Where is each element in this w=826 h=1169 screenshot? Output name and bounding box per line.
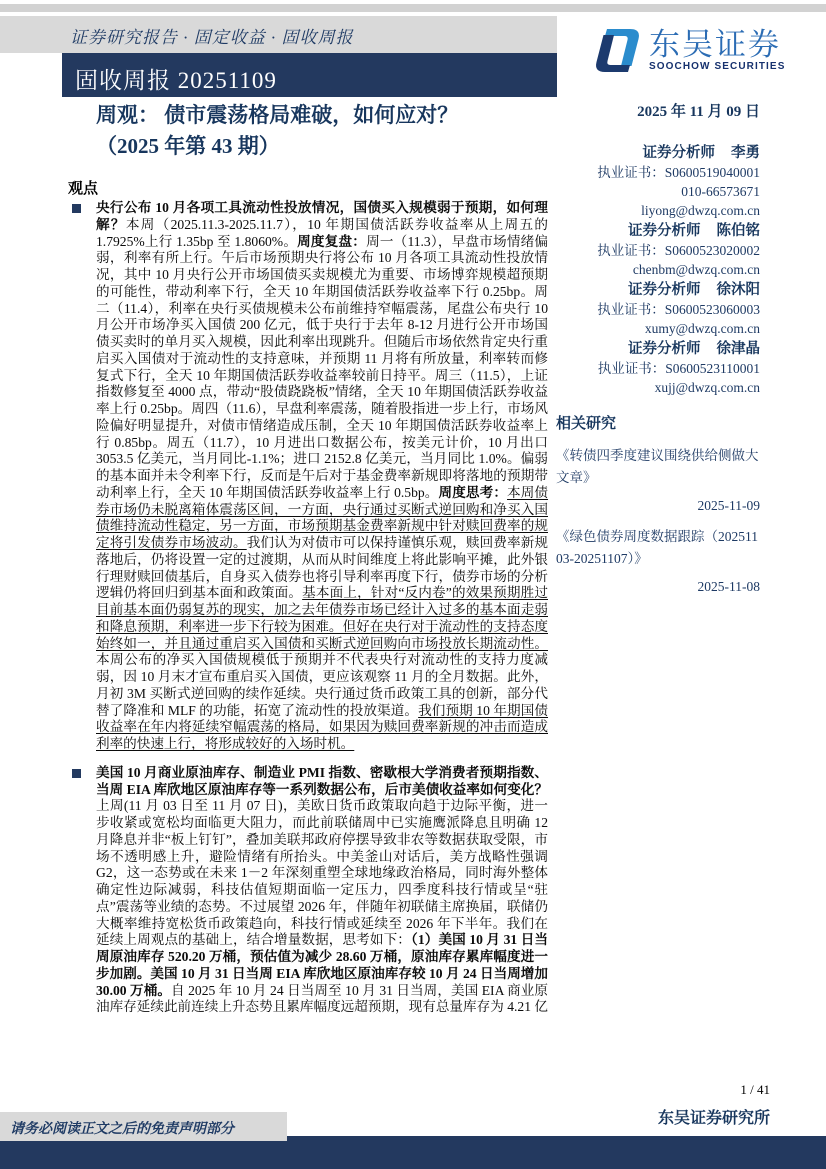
- bullet-square-icon: [72, 204, 81, 213]
- report-title-line2: （2025 年第 43 期）: [96, 134, 280, 158]
- analyst-role: 证券分析师: [628, 282, 701, 298]
- text-run: 央行公布 10 月各项工具流动性投放情况，国债买入规模弱于预期，如何理解？: [96, 200, 548, 232]
- text-run: 我们认为对债市可以保持谨慎乐观，赎回费率新规落地后，仍将设置一定的过渡期，从而从时间维度上将此影响平摊，此外银行理财赎回债基后，自身买入债券也将引导利率再度下行，债券市场的分析逻辑仍将回归到基本面和政策面。: [96, 535, 548, 601]
- report-banner: [62, 53, 557, 97]
- analyst-cert: 执业证书：S0600523110001: [597, 361, 760, 376]
- analyst-cert: 执业证书：S0600523060003: [597, 302, 760, 317]
- analyst-name: 陈伯铭: [716, 223, 760, 239]
- report-date: 2025 年 11 月 09 日: [637, 104, 760, 120]
- analyst-role-line: [556, 280, 760, 300]
- report-title: [96, 100, 558, 162]
- related-research-list: [556, 445, 760, 595]
- text-run: （1）美国 10 月 31 日当周原油库存 520.20 万桶，预估值为减少 28.60 万桶，原油库存累库幅度进一步加剧。美国 10 月 31 日当周 EIA 库欣地区原油库存较 10 月 24 日当周增加 30.00 万桶。: [96, 932, 549, 998]
- related-item-date: 2025-11-09: [697, 498, 760, 513]
- analyst-name: 徐津晶: [716, 341, 760, 357]
- company-name-en: SOOCHOW SECURITIES: [649, 61, 786, 72]
- analyst-role: 证券分析师: [642, 145, 715, 161]
- viewpoints-list: [70, 200, 548, 1028]
- analyst-cert: 执业证书：S0600519040001: [597, 165, 760, 180]
- analyst-block: [556, 143, 760, 220]
- analyst-email: chenbm@dwzq.com.cn: [632, 262, 760, 277]
- disclaimer-box: [0, 1112, 287, 1141]
- research-institute: 东吴证券研究所: [657, 1110, 770, 1127]
- related-item-title: 《绿色债券周度数据跟踪（20251103-20251107）》: [556, 529, 758, 566]
- text-run: 本周（2025.11.3-2025.11.7），10 年期国债活跃券收益率从上周五的 1.7925%上行 1.35bp 至 1.8060%。: [96, 216, 548, 249]
- analyst-list: [556, 143, 760, 397]
- text-run: 本周债券市场仍未脱离箱体震荡区间，一方面，央行通过买断式逆回购和净买入国债维持流动性稳定，另一方面，市场预期基金费率新规中针对赎回费率的规定将引发债券市场波动。: [96, 484, 549, 550]
- related-research: [556, 412, 760, 607]
- analyst-role: 证券分析师: [628, 341, 701, 357]
- analyst-role-line: [556, 143, 760, 163]
- related-item-date: 2025-11-08: [697, 579, 760, 594]
- analyst-role-line: [556, 339, 760, 359]
- related-item: [556, 445, 760, 514]
- company-name-cn: 东吴证券: [649, 27, 781, 62]
- report-title-line1: 周观： 债市震荡格局难破，如何应对？: [96, 103, 459, 127]
- text-run: 本周公布的净买入国债规模低于预期并不代表央行对流动性的支持力度减弱，因 10 月末才宣布重启买入国债，更应该观察 11 月的全月数据。此外，月初 3M 买断式逆回购的续作延续。央行通过货币政策工具的创新，部分代替了降准和 MLF 的功能，拓宽了流动性的投放渠道。: [96, 652, 548, 718]
- analyst-name: 徐沐阳: [716, 282, 760, 298]
- eyebrow-band: [0, 16, 557, 53]
- disclaimer-text: 请务必阅读正文之后的免责声明部分: [10, 1122, 234, 1137]
- text-run: 上周(11 月 03 日至 11 月 07 日)，美欧日货币政策取向趋于边际平衡，进一步收紧或宽松均面临更大阻力，而此前联储周中已实施鹰派降息且明确 12 月降息并非“板上钉钉”，叠加美联邦政府停摆导致非农等数据获取受限，市场不透明感上升，避险情绪有所抬头。中美釜山对话后，美方战略性强调 G2，这一态势或在未来 1－2 年深刻重塑全球地缘政治格局，同时海外整体确定性边际减弱，科技估值短期面临一定压力，四季度科技行情或呈“驻点”震荡等业绩的态势。不过展望 2026 年，伴随年初联储主席换届，联储仍大概率维持宽松货币政策趋向，科技行情或延续至 2026 年下半年。我们在延续上周观点的基础上，结合增量数据，思考如下：: [96, 798, 548, 948]
- analyst-role: 证券分析师: [628, 223, 701, 239]
- right-column: [556, 100, 760, 398]
- viewpoint-item: [70, 765, 548, 1016]
- analyst-phone: 010-66573671: [681, 184, 760, 199]
- related-item: [556, 526, 760, 595]
- text-run: 周度复盘：: [297, 233, 367, 249]
- report-category: 证券研究报告 · 固定收益 · 固收周报: [70, 28, 354, 47]
- viewpoint-item: [70, 200, 548, 753]
- text-run: 周度思考：: [438, 484, 508, 500]
- analyst-email: xumy@dwzq.com.cn: [644, 321, 760, 336]
- analyst-name: 李勇: [731, 145, 760, 161]
- report-banner-label: 固收周报 20251109: [75, 68, 277, 93]
- analyst-role-line: [556, 221, 760, 241]
- related-item-title: 《转债四季度建议围绕供给侧做大文章》: [556, 448, 759, 485]
- related-research-heading: 相关研究: [556, 416, 617, 432]
- section-label: 观点: [68, 181, 99, 197]
- analyst-email: xujj@dwzq.com.cn: [654, 380, 760, 395]
- soochow-logo-icon: [594, 28, 641, 73]
- text-run: 周一（11.3），早盘市场情绪偏弱，利率有所上行。午后市场预期央行将公布 10 月各项工具流动性投放情况，其中 10 月央行公开市场国债买卖规模尤为重要、市场博弈规模超预期的可能性，带动利率下行，全天 10 年期国债活跃券收益率下行 0.25bp。周二（11.4），利率在央行买债规模未公布前维持窄幅震荡，尾盘公布央行 10 月公开市场净买入国债 200 亿元，低于央行于去年 8-12 月进行公开市场国债买卖时的单月买入规模，因此利率出现跳升。但随后市场依然肯定央行重启买入国债对于流动性的支持意味，并预期 11 月将有所放量，利率转而修复式下行，全天 10 年期国债活跃券收益率较前日持平。周三（11.5），上证指数修复至 4000 点，带动“股债跷跷板”情绪，全天 10 年期国债活跃券收益率上行 0.25bp。周四（11.6），早盘利率震荡，随着股指进一步上行，市场风险偏好明显提升，对债市情绪造成压制，全天 10 年期国债活跃券收益率上行 0.85bp。周五（11.7），10 月进出口数据公布，按美元计价，10 月出口 3053.5 亿美元，当月同比-1.1%；进口 2152.8 亿美元，当月同比 1.0%。偏弱的基本面并未令利率下行，反而是午后对于基金费率新规即将落地的预期带动利率上行，全天 10 年期国债活跃券收益率上行 0.5bp。: [96, 233, 549, 500]
- text-run: 美国 10 月商业原油库存、制造业 PMI 指数、密歇根大学消费者预期指数、当周 EIA 库欣地区原油库存等一系列数据公布，后市美债收益率如何变化？: [96, 764, 548, 797]
- analyst-block: [556, 339, 760, 397]
- text-run: 基本面上，针对“反内卷”的效果预期胜过目前基本面仍弱复苏的现实，加之去年债券市场已经计入过多的基本面走弱和降息预期，利率进一步下行较为困难。但好在央行对于流动性的支持态度始终如一，并且通过重启买入国债和买断式逆回购向市场投放长期流动性。: [96, 585, 549, 651]
- analyst-block: [556, 280, 760, 338]
- analyst-block: [556, 221, 760, 279]
- text-run: 自 2025 年 10 月 24 日当周至 10 月 31 日当周，美国 EIA 商业原油库存延续此前连续上升态势且累库幅度远超预期，现有总量库存为 4.21 亿: [96, 982, 549, 1015]
- analyst-email: liyong@dwzq.com.cn: [641, 203, 760, 218]
- company-logo: [594, 28, 785, 73]
- page-number: 1 / 41: [740, 1082, 770, 1097]
- analyst-cert: 执业证书：S0600523020002: [597, 243, 760, 258]
- top-strip: [0, 4, 826, 12]
- bullet-square-icon: [72, 769, 81, 778]
- text-run: 我们预期 10 年期国债收益率在年内将延续窄幅震荡的格局，如果因为赎回费率新规的冲击而造成利率的快速上行，将形成较好的入场时机。: [96, 702, 549, 751]
